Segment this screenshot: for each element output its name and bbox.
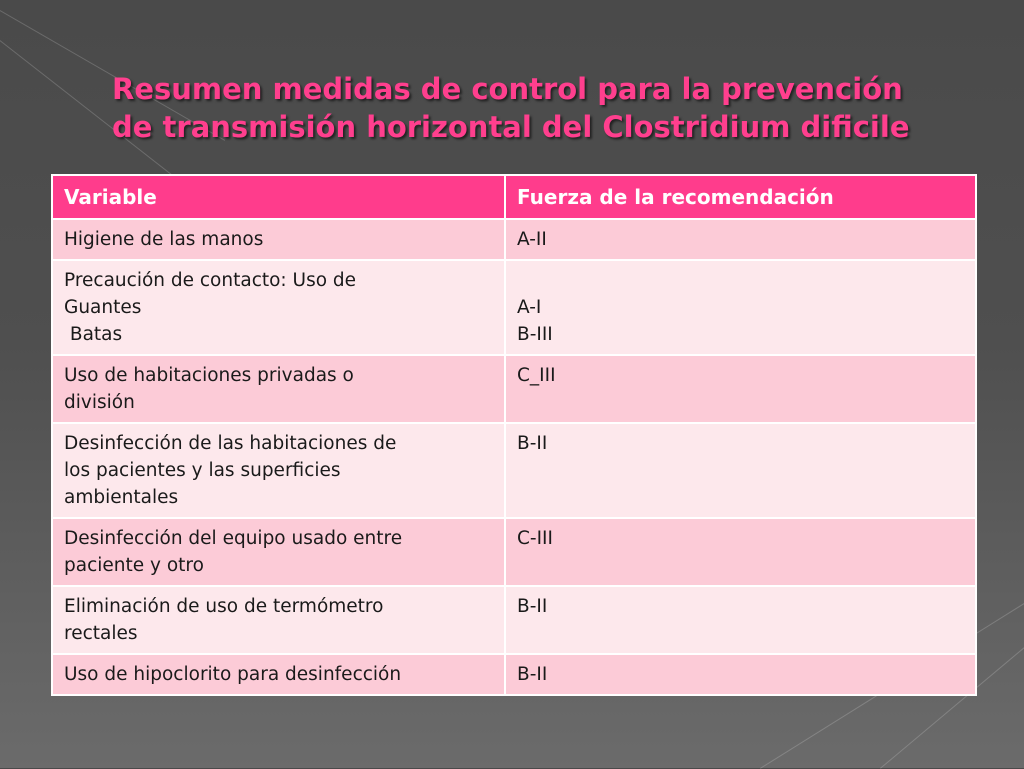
header-variable: Variable — [52, 175, 505, 219]
cell-line: Batas — [64, 324, 123, 345]
cell-line: Eliminación de uso de termómetro — [64, 596, 384, 617]
cell-line: B-III — [517, 324, 553, 345]
variable-cell — [52, 219, 505, 260]
cell-line: A-I — [517, 297, 542, 318]
cell-line: B-II — [517, 596, 548, 617]
table-row — [52, 586, 976, 654]
cell-line: C_III — [517, 365, 556, 386]
cell-line: rectales — [64, 623, 138, 644]
fuerza-cell — [505, 586, 976, 654]
table-row — [52, 219, 976, 260]
cell-line: Guantes — [64, 297, 142, 318]
variable-cell — [52, 518, 505, 586]
cell-line: B-II — [517, 664, 548, 685]
cell-line: Desinfección del equipo usado entre — [64, 528, 403, 549]
cell-line: C-III — [517, 528, 553, 549]
table-header-row — [52, 175, 976, 219]
fuerza-cell — [505, 423, 976, 518]
header-fuerza: Fuerza de la recomendación — [505, 175, 976, 219]
slide-title-line: Resumen medidas de control para la prevención — [112, 72, 903, 106]
cell-line: B-II — [517, 433, 548, 454]
table-row — [52, 654, 976, 695]
cell-line: Uso de habitaciones privadas o — [64, 365, 354, 386]
fuerza-cell — [505, 518, 976, 586]
variable-cell — [52, 586, 505, 654]
fuerza-cell — [505, 355, 976, 423]
cell-line: paciente y otro — [64, 555, 204, 576]
table-row — [52, 518, 976, 586]
variable-cell — [52, 654, 505, 695]
cell-line: ambientales — [64, 487, 179, 508]
cell-line — [517, 267, 965, 294]
variable-cell — [52, 423, 505, 518]
cell-line: los pacientes y las superficies — [64, 460, 341, 481]
cell-line: A-II — [517, 229, 547, 250]
table-row — [52, 423, 976, 518]
variable-cell — [52, 260, 505, 355]
cell-line: Uso de hipoclorito para desinfección — [64, 664, 402, 685]
cell-line: división — [64, 392, 135, 413]
fuerza-cell — [505, 219, 976, 260]
table-body — [52, 219, 976, 695]
table-row — [52, 260, 976, 355]
cell-line: Desinfección de las habitaciones de — [64, 433, 397, 454]
slide-title — [112, 70, 992, 146]
slide-title-line: de transmisión horizontal del Clostridium dificile — [112, 110, 910, 144]
fuerza-cell — [505, 260, 976, 355]
fuerza-cell — [505, 654, 976, 695]
table-row — [52, 355, 976, 423]
cell-line: Higiene de las manos — [64, 229, 264, 250]
variable-cell — [52, 355, 505, 423]
cell-line: Precaución de contacto: Uso de — [64, 270, 357, 291]
recommendations-table — [51, 174, 977, 696]
